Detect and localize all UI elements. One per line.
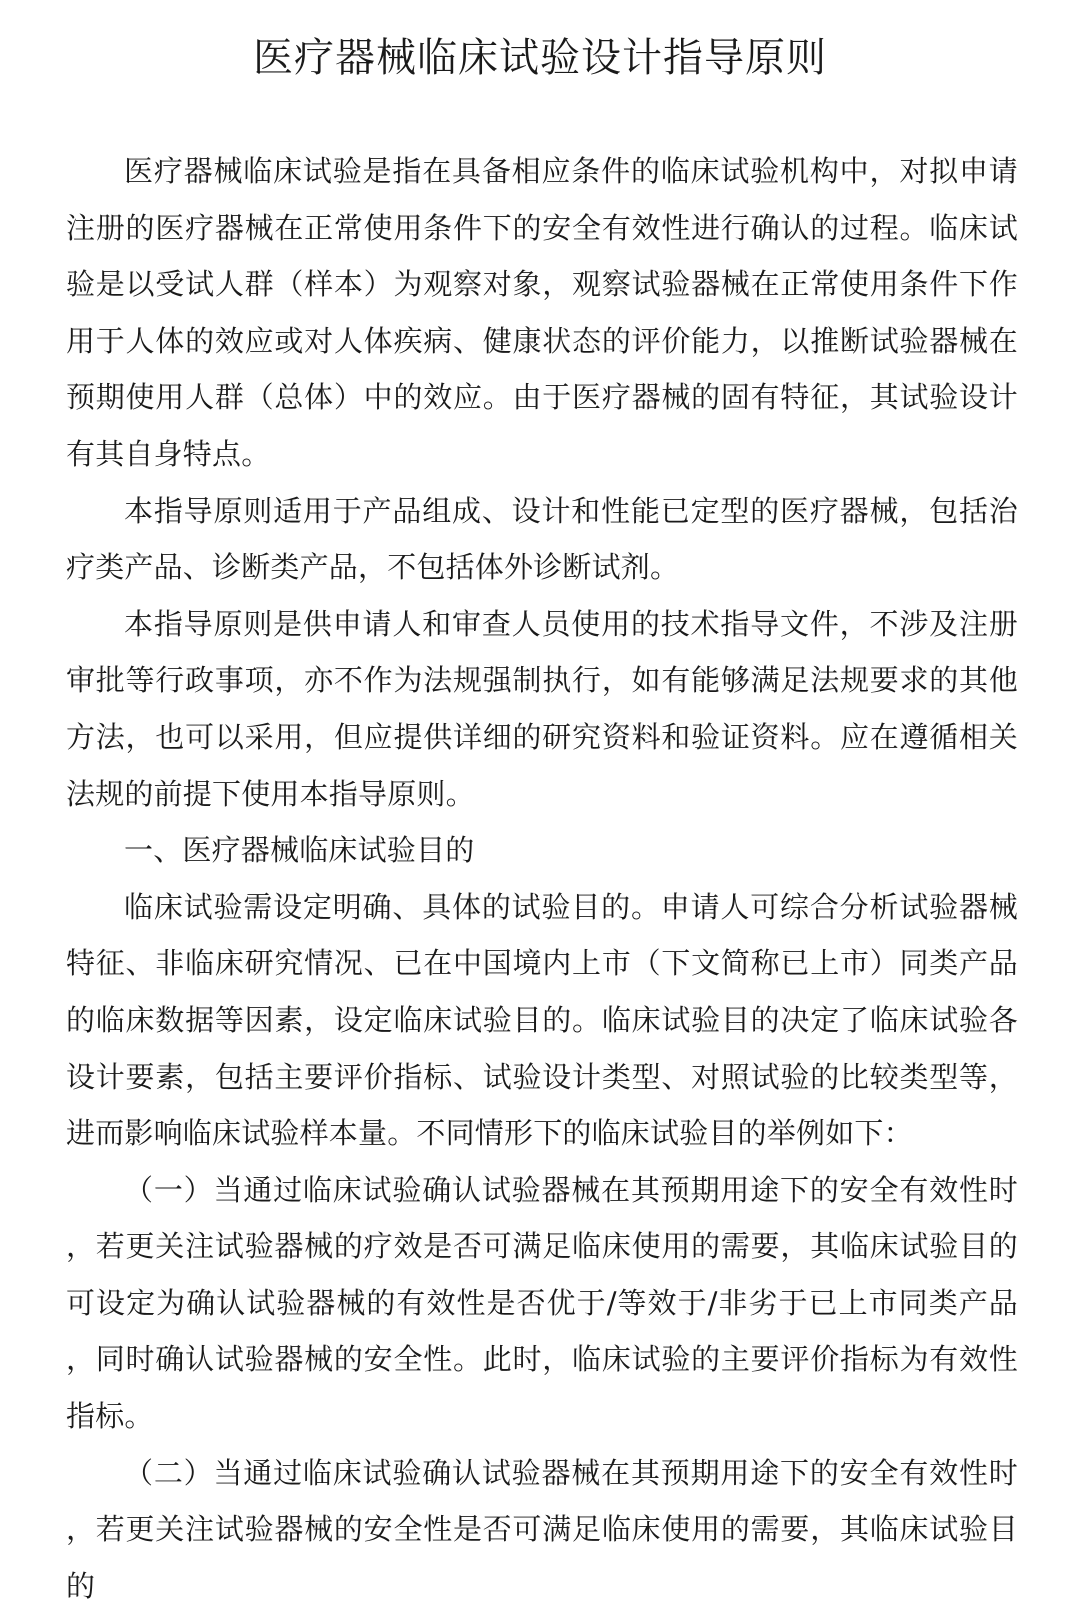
document-body [66,143,1018,1614]
paragraph-case-2: （二）当通过临床试验确认试验器械在其预期用途下的安全有效性时，若更关注试验器械的安全性是否可满足临床使用的需要，其临床试验目的 [66,1455,1018,1603]
section-heading-purpose: 一、医疗器械临床试验目的 [124,833,475,868]
paragraph-purpose: 临床试验需设定明确、具体的试验目的。申请人可综合分析试验器械特征、非临床研究情况、已在中国境内上市（下文简称已上市）同类产品的临床数据等因素，设定临床试验目的。临床试验目的决定了临床试验各设计要素，包括主要评价指标、试验设计类型、对照试验的比较类型等，进而影响临床试验样本量。不同情形下的临床试验目的举例如下： [66,889,1018,1151]
paragraph-scope: 本指导原则适用于产品组成、设计和性能已定型的医疗器械，包括治疗类产品、诊断类产品，不包括体外诊断试剂。 [66,493,1018,585]
paragraph-definition: 医疗器械临床试验是指在具备相应条件的临床试验机构中，对拟申请注册的医疗器械在正常使用条件下的安全有效性进行确认的过程。临床试验是以受试人群（样本）为观察对象，观察试验器械在正常使用条件下作用于人体的效应或对人体疾病、健康状态的评价能力，以推断试验器械在预期使用人群（总体）中的效应。由于医疗器械的固有特征，其试验设计有其自身特点。 [66,154,1018,471]
paragraph-case-1: （一）当通过临床试验确认试验器械在其预期用途下的安全有效性时，若更关注试验器械的疗效是否可满足临床使用的需要，其临床试验目的可设定为确认试验器械的有效性是否优于/等效于/非劣于已上市同类产品，同时确认试验器械的安全性。此时，临床试验的主要评价指标为有效性指标。 [66,1172,1018,1434]
paragraph-usage-note: 本指导原则是供申请人和审查人员使用的技术指导文件，不涉及注册审批等行政事项，亦不作为法规强制执行，如有能够满足法规要求的其他方法，也可以采用，但应提供详细的研究资料和验证资料。应在遵循相关法规的前提下使用本指导原则。 [66,606,1018,811]
document-title: 医疗器械临床试验设计指导原则 [253,35,827,81]
